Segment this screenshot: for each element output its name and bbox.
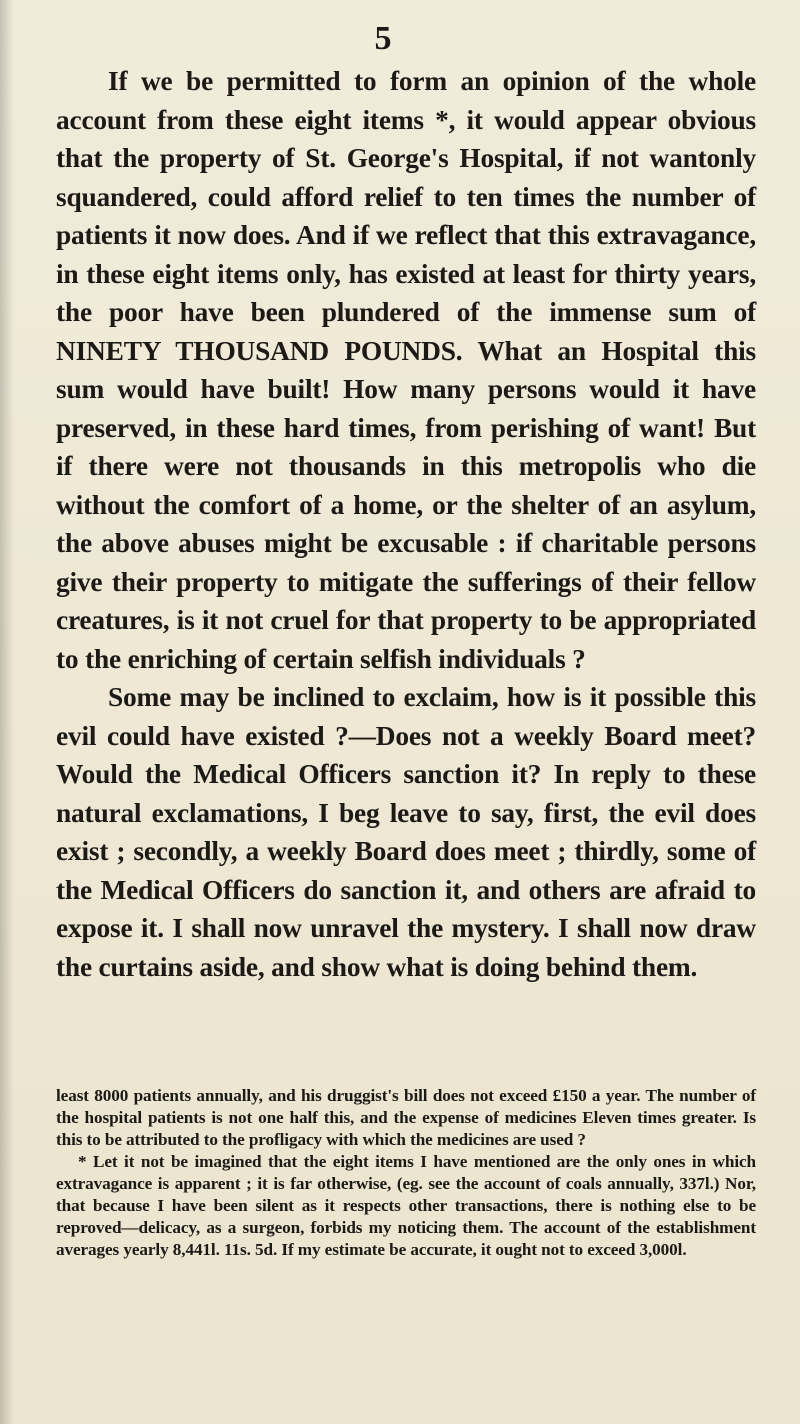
footnotes — [56, 1085, 756, 1261]
footnote-continuation: least 8000 patients annually, and his druggist's bill does not exceed £150 a year. The number of the hospital patients is not one half this, and the expense of medicines Eleven times greater. Is this to be attributed to the profligacy with which the medicines are used ? — [56, 1086, 756, 1149]
paragraph-2: Some may be inclined to exclaim, how is it possible this evil could have existed ?—Does not a weekly Board meet? Would the Medical Officers sanction it? In reply to these natural exclamations, I beg leave to say, first, the evil does exist ; secondly, a weekly Board does meet ; thirdly, some of the Medical Officers do sanction it, and others are afraid to expose it. I shall now unravel the mystery. I shall now draw the curtains aside, and show what is doing behind them. — [56, 682, 756, 982]
page-number: 5 — [374, 20, 392, 57]
binding-shadow — [0, 0, 14, 1424]
main-text — [56, 62, 756, 986]
footnote-asterisk: * Let it not be imagined that the eight items I have mentioned are the only ones in which extravagance is apparent ; it is far otherwise, (eg. see the account of coals annually, 337l.) Nor, that because I have been silent as it respects other transactions, there is nothing else to be reproved—delicacy, as a surgeon, forbids my noticing them. The account of the establishment averages yearly 8,441l. 11s. 5d. If my estimate be accurate, it ought not to exceed 3,000l. — [56, 1152, 756, 1259]
paragraph-1: If we be permitted to form an opinion of the whole account from these eight items *, it would appear obvious that the property of St. George's Hospital, if not wantonly squandered, could afford relief to ten times the number of patients it now does. And if we reflect that this extravagance, in these eight items only, has existed at least for thirty years, the poor have been plundered of the immense sum of NINETY THOUSAND POUNDS. What an Hospital this sum would have built! How many persons would it have preserved, in these hard times, from perishing of want! But if there were not thousands in this metropolis who die without the comfort of a home, or the shelter of an asylum, the above abuses might be excusable : if charitable persons give their property to mitigate the sufferings of their fellow creatures, is it not cruel for that property to be appropriated to the enriching of certain selfish individuals ? — [56, 66, 756, 674]
